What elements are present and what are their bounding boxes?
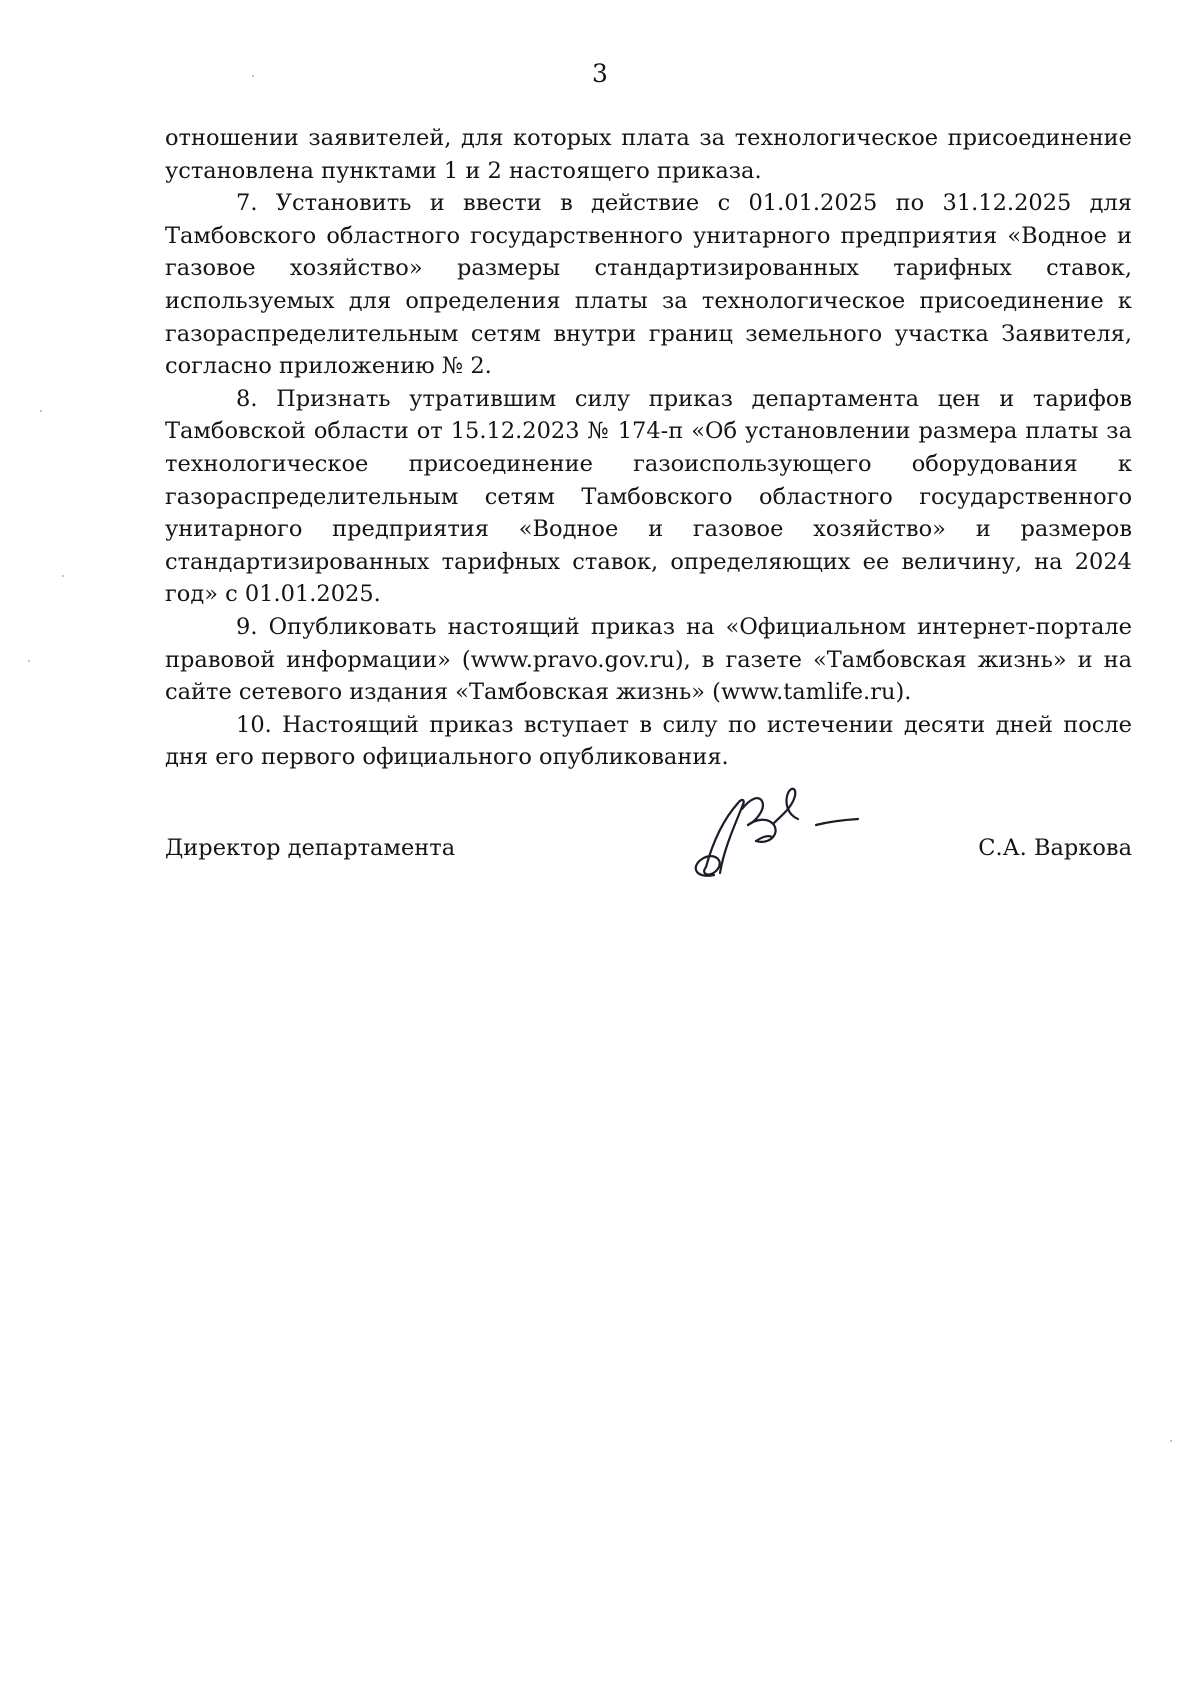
signer-name: С.А. Варкова xyxy=(978,835,1132,861)
page-number: 3 xyxy=(592,59,608,88)
paragraph-item-10: 10. Настоящий приказ вступает в силу по истечении десяти дней после дня его первого официального опубликования. xyxy=(165,711,1132,771)
paragraph-item-7: 7. Установить и ввести в действие с 01.01.2025 по 31.12.2025 для Тамбовского областного государственного унитарного предприятия «Водное и газовое хозяйство» размеры стандартизированных тарифных ставок, используемых для определения платы за технологическое присоединение к газораспределительным сетям внутри границ земельного участка Заявителя, согласно приложению № 2. xyxy=(165,190,1132,380)
paragraph-continuation: отношении заявителей, для которых плата за технологическое присоединение установлена пунктами 1 и 2 настоящего приказа. xyxy=(165,125,1132,184)
signer-position: Директор департамента xyxy=(165,835,456,861)
scan-speck xyxy=(62,575,64,577)
paragraph-item-9: 9. Опубликовать настоящий приказ на «Официальном интернет-портале правовой информации» (www.pravo.gov.ru), в газете «Тамбовская жизнь» и на сайте сетевого издания «Тамбовская жизнь» (www.tamlife.ru). xyxy=(165,613,1132,706)
handwritten-signature xyxy=(676,775,876,885)
scan-speck xyxy=(40,410,42,412)
signature-block xyxy=(165,832,1132,872)
document-body xyxy=(165,122,1132,774)
scan-speck xyxy=(252,75,254,77)
scan-speck xyxy=(28,660,30,662)
paragraph-item-8: 8. Признать утратившим силу приказ департамента цен и тарифов Тамбовской области от 15.12.2023 № 174-п «Об установлении размера платы за технологическое присоединение газоиспользующего оборудования к газораспределительным сетям Тамбовского областного государственного унитарного предприятия «Водное и газовое хозяйство» и размеров стандартизированных тарифных ставок, определяющих ее величину, на 2024 год» с 01.01.2025. xyxy=(165,385,1132,608)
scan-speck xyxy=(1170,1440,1172,1442)
